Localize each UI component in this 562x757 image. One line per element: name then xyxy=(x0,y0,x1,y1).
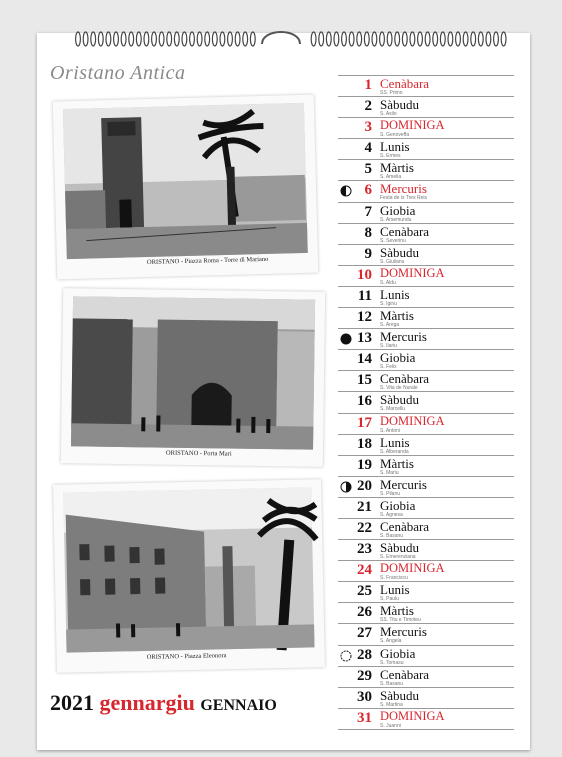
day-row xyxy=(338,349,514,370)
photo-caption: ORISTANO - Piazza Roma - Torre di Mariano xyxy=(146,255,269,267)
saint-name: S. Paulu xyxy=(380,596,399,603)
day-row xyxy=(338,328,514,349)
day-number: 15 xyxy=(357,372,372,389)
weekday-name: DOMINIGA xyxy=(380,265,445,280)
saint-name: S. Genoveffa xyxy=(380,132,410,139)
weekday-name: Giobia xyxy=(380,645,416,661)
day-row xyxy=(338,602,514,623)
saint-name: S. Iginu xyxy=(380,300,397,307)
day-number: 29 xyxy=(357,667,372,684)
weekday-name: Sàbudu xyxy=(380,687,419,703)
day-row xyxy=(338,687,514,708)
day-row xyxy=(338,117,514,138)
day-number: 27 xyxy=(357,625,372,642)
day-row xyxy=(338,455,514,476)
moon-last-quarter-icon xyxy=(340,185,352,197)
weekday-name: Sàbudu xyxy=(380,540,419,556)
day-number: 24 xyxy=(357,562,372,579)
weekday-name: Màrtis xyxy=(380,308,414,324)
saint-name: S. Asilo xyxy=(380,111,397,118)
day-row xyxy=(338,413,514,434)
year: 2021 xyxy=(50,690,94,715)
photo-gate xyxy=(61,288,325,467)
moon-new-icon xyxy=(340,333,352,345)
saint-name: SS. Primo xyxy=(380,90,403,96)
weekday-name: Cenàbara xyxy=(380,666,430,682)
saint-name: S. Giulianu xyxy=(380,258,405,265)
saint-name: S. Antoni xyxy=(380,427,401,434)
day-number: 30 xyxy=(357,688,372,705)
day-number: 2 xyxy=(364,98,372,115)
saint-name: S. Franciscu xyxy=(380,575,408,582)
gate-photo-icon xyxy=(61,288,325,467)
day-number: 13 xyxy=(357,330,372,347)
weekday-name: DOMINIGA xyxy=(380,561,445,576)
weekday-name: Cenàbara xyxy=(380,518,430,534)
saint-name: S. Marcellu xyxy=(380,406,406,413)
saint-name: S. Ilariu xyxy=(380,343,397,350)
day-number: 9 xyxy=(364,245,372,262)
day-number: 17 xyxy=(357,414,372,431)
day-number: 5 xyxy=(364,161,372,178)
weekday-name: Mercuris xyxy=(380,476,427,492)
weekday-name: Lunis xyxy=(380,286,410,302)
day-number: 19 xyxy=(357,456,372,473)
saint-name: S. Vita de Nurale xyxy=(380,385,418,392)
day-row xyxy=(338,307,514,328)
day-number: 28 xyxy=(357,646,372,663)
saint-name: S. Amelia xyxy=(380,174,402,181)
day-number: 21 xyxy=(357,498,372,515)
day-number: 8 xyxy=(364,224,372,241)
day-row xyxy=(338,370,514,391)
day-row xyxy=(338,244,514,265)
spiral-binding xyxy=(0,22,562,48)
day-row xyxy=(338,96,514,117)
day-row xyxy=(338,434,514,455)
day-number: 18 xyxy=(357,435,372,452)
day-number: 16 xyxy=(357,393,372,410)
weekday-name: Giobia xyxy=(380,350,416,366)
calendar-footer xyxy=(50,690,277,716)
weekday-name: Sàbudu xyxy=(380,244,419,260)
day-row xyxy=(338,645,514,666)
day-number: 14 xyxy=(357,351,372,368)
weekday-name: Màrtis xyxy=(380,455,414,471)
weekday-name: Mercuris xyxy=(380,329,427,345)
weekday-name: Sàbudu xyxy=(380,392,419,408)
day-row xyxy=(338,75,514,96)
moon-first-quarter-icon xyxy=(340,481,352,493)
day-row xyxy=(338,286,514,307)
day-row xyxy=(338,497,514,518)
day-number: 22 xyxy=(357,519,372,536)
day-number: 25 xyxy=(357,583,372,600)
day-number: 26 xyxy=(357,604,372,621)
day-row xyxy=(338,666,514,687)
weekday-name: Mercuris xyxy=(380,624,427,640)
day-row xyxy=(338,539,514,560)
day-row xyxy=(338,560,514,581)
saint-name: S. Felix xyxy=(380,364,397,371)
day-number: 20 xyxy=(357,477,372,494)
weekday-name: Lunis xyxy=(380,139,410,155)
day-number: 23 xyxy=(357,541,372,558)
saint-name: SS. Titu e Timoteu xyxy=(380,617,421,624)
day-row xyxy=(338,138,514,159)
saint-name: S. Basanu xyxy=(380,532,404,539)
day-row xyxy=(338,391,514,412)
saint-name: S. Alberanda xyxy=(380,448,409,455)
weekday-name: Sàbudu xyxy=(380,97,419,113)
square-photo-icon xyxy=(53,479,325,673)
month-italian: GENNAIO xyxy=(200,697,277,714)
day-row xyxy=(338,623,514,644)
saint-name: S. Agnesa xyxy=(380,511,403,518)
weekday-name: DOMINIGA xyxy=(380,413,445,428)
photo-caption: ORISTANO - Piazza Eleonora xyxy=(146,652,227,661)
month-sardinian: gennargiu xyxy=(99,690,195,715)
day-number: 31 xyxy=(357,709,372,726)
saint-name: S. Severinu xyxy=(380,237,406,244)
day-row xyxy=(338,159,514,180)
day-number: 6 xyxy=(364,182,372,199)
weekday-name: Cenàbara xyxy=(380,76,430,91)
day-row xyxy=(338,223,514,244)
saint-name: S. Martina xyxy=(380,701,403,708)
day-list xyxy=(338,75,514,730)
tower-photo-icon xyxy=(53,95,319,280)
saint-name: S. Arsemundu xyxy=(380,216,412,223)
saint-name: S. Angela xyxy=(380,638,402,645)
weekday-name: Màrtis xyxy=(380,160,414,176)
weekday-name: Lunis xyxy=(380,582,410,598)
day-row xyxy=(338,476,514,497)
saint-name: S. Ermes xyxy=(380,153,401,160)
saint-name: Festa de is Tres Reis xyxy=(380,195,427,202)
day-row xyxy=(338,518,514,539)
saint-name: S. Basanu xyxy=(380,680,404,687)
moon-full-icon xyxy=(340,650,352,662)
saint-name: S. Arega xyxy=(380,322,400,329)
day-number: 12 xyxy=(357,309,372,326)
weekday-name: Cenàbara xyxy=(380,371,430,387)
day-row xyxy=(338,265,514,286)
day-number: 3 xyxy=(364,119,372,136)
weekday-name: Giobia xyxy=(380,202,416,218)
photo-tower xyxy=(53,95,319,280)
saint-name: S. Tomasu xyxy=(380,659,404,666)
calendar-title: Oristano Antica xyxy=(50,62,186,84)
weekday-name: DOMINIGA xyxy=(380,118,445,133)
day-number: 11 xyxy=(357,287,372,304)
weekday-name: DOMINIGA xyxy=(380,708,445,723)
saint-name: S. Aldu xyxy=(380,279,396,286)
weekday-name: Màrtis xyxy=(380,603,414,619)
saint-name: S. Mariu xyxy=(380,469,399,476)
day-number: 10 xyxy=(357,266,372,283)
saint-name: S. Pilanu xyxy=(380,490,401,497)
day-number: 1 xyxy=(364,77,372,93)
photo-caption: ORISTANO - Porta Mari xyxy=(165,449,232,458)
weekday-name: Mercuris xyxy=(380,181,427,197)
weekday-name: Giobia xyxy=(380,497,416,513)
photo-square xyxy=(53,479,325,673)
day-row xyxy=(338,202,514,223)
day-number: 4 xyxy=(364,140,372,157)
day-number: 7 xyxy=(364,203,372,220)
day-row xyxy=(338,180,514,201)
day-row xyxy=(338,581,514,602)
day-row xyxy=(338,708,514,730)
weekday-name: Lunis xyxy=(380,434,410,450)
saint-name: S. Juanni xyxy=(380,722,401,729)
weekday-name: Cenàbara xyxy=(380,223,430,239)
saint-name: S. Emerenziana xyxy=(380,554,416,561)
